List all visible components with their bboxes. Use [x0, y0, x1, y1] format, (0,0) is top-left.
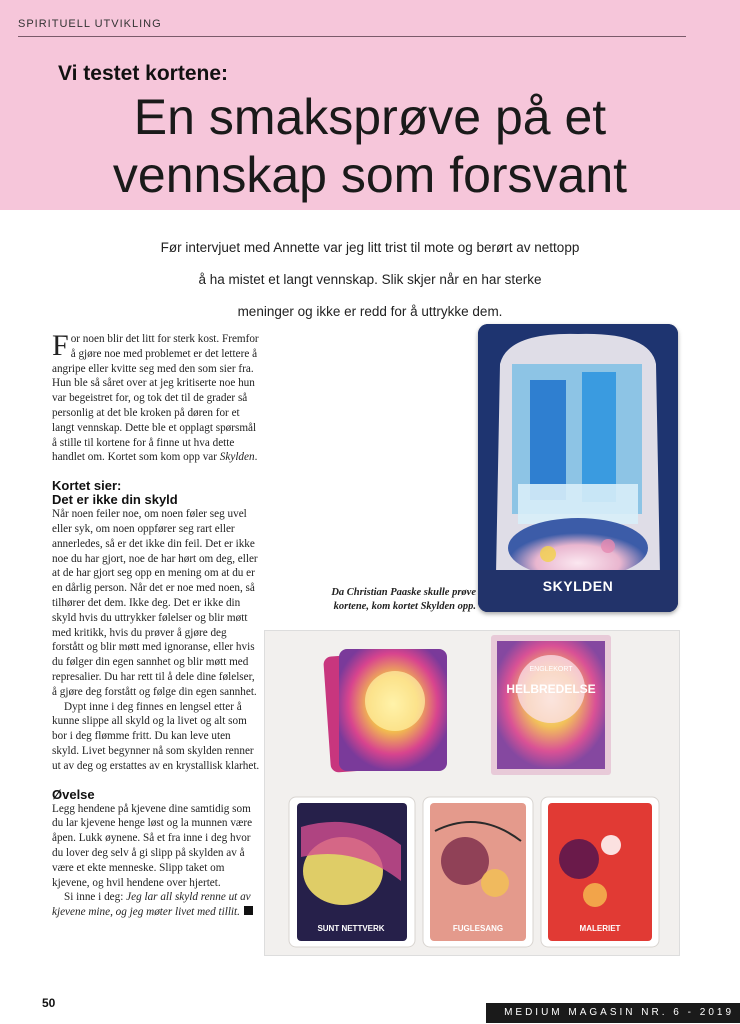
article-kicker: Vi testet kortene:: [58, 62, 228, 85]
intro-paragraph: [52, 329, 260, 465]
subhead-card-says-line-1: Kortet sier:: [52, 478, 122, 494]
subhead-card-says: [52, 479, 260, 507]
card-label-maleriet: MALERIET: [579, 924, 621, 933]
longing-paragraph: Dypt inne i deg finnes en lengsel etter å kunne slippe all skyld og la livet og alt som bor i deg flømme fritt. Du kan leve uten skyld. Livet begynner nå som skylden renner ut av deg og erstattes av en krystallisk klarhet.: [52, 700, 260, 772]
card-label-fuglesang: FUGLESANG: [452, 924, 504, 933]
headline-line-2: vennskap som forsvant: [112, 147, 628, 203]
article-headline: [0, 88, 740, 204]
image-caption: Da Christian Paaske skulle prøve kortene, kom kortet Skylden opp.: [331, 587, 476, 612]
article-lead: [140, 232, 600, 328]
lead-line-1: Før intervjuet med Annette var jeg litt trist til mote og berørt av nettopp: [160, 240, 580, 255]
affirmation-quote: Jeg lar all skyld renne ut av kjevene mine, og jeg møter livet med tillit.: [52, 891, 251, 919]
exercise-paragraph: Legg hendene på kjevene dine samtidig som du lar kjevene henge løst og la munnen være åpen. Lukk øynene. Så et fra inne i deg hvor du lover deg selv å gi slipp på skylden av å være et ekte menneske. Slipp taket om kjevene, og hvil hendene over hjertet.: [52, 802, 253, 889]
card-artwork: [478, 324, 678, 612]
box-title: HELBREDELSE: [506, 682, 596, 696]
card-label-sunt-nettverk: SUNT NETTVERK: [317, 924, 385, 933]
intro-end: .: [254, 451, 258, 464]
magazine-issue: MEDIUM MAGASIN NR. 6 - 2019: [504, 1007, 734, 1018]
card-stack: [323, 649, 447, 773]
intro-card-name: Skylden: [219, 451, 255, 464]
affirmation-intro: Si inne i deg:: [64, 891, 124, 904]
lead-line-3: meninger og ikke er redd for å uttrykke dem.: [237, 304, 503, 319]
headline-line-1: En smaksprøve på et: [133, 89, 607, 145]
card-maleriet: [541, 797, 659, 947]
subhead-card-says-line-2: Det er ikke din skyld: [52, 492, 178, 508]
article-body: [52, 329, 260, 920]
affirmation-paragraph: [52, 890, 260, 920]
card-deck-photo-art: [265, 631, 679, 955]
section-label: SPIRITUELL UTVIKLING: [18, 18, 162, 30]
subhead-exercise: Øvelse: [52, 786, 95, 802]
drop-cap: F: [52, 329, 69, 362]
section-divider: [18, 36, 686, 37]
end-mark-icon: [244, 906, 253, 915]
box-subtitle: ENGLEKORT: [529, 666, 573, 673]
skylden-card-image: [478, 324, 678, 612]
deck-box: [491, 635, 611, 775]
page-number: 50: [42, 996, 56, 1010]
lead-line-2: å ha mistet et langt vennskap. Slik skjer når en har sterke: [198, 272, 542, 287]
card-fuglesang: [423, 797, 533, 947]
card-label: SKYLDEN: [542, 578, 614, 594]
intro-text: or noen blir det litt for sterk kost. Fremfor å gjøre noe med problemet er det lettere å angripe eller kvitte seg med den som sier fra. Hun ble så såret over at jeg kritiserte noe hun var begeistret for, og tok det til de grader så personlig at det ble kroken på døren for et langt vennskap. Dette ble et opplagt spørsmål å stille til kortene for å finne ut hva dette handlet om. Kortet som kom opp var: [52, 333, 259, 464]
card-deck-photo: [264, 630, 680, 956]
card-message-paragraph: Når noen feiler noe, om noen føler seg uvel eller syk, om noen oppfører seg rart eller annerledes, så er det ikke din feil. Det er ikke noe du har gjort, noe de har hørt om deg, eller at de har gjort seg opp en mening om at du er en dårlig person. Når det er noe med noen, så tilhører det dem. Ikke deg. Det er ikke din skyld hvis du uttrykker følelser og blir møtt med kritikk, hvis du prøver å gjøre deg forstått og blir møtt med ignoranse, eller hvis du følger din egen sannhet og blir møtt med represalier. Du har rett til å dele dine følelser, å gjøre deg forstått og følge din egen sannhet.: [52, 508, 258, 698]
card-sunt-nettverk: [289, 797, 415, 947]
